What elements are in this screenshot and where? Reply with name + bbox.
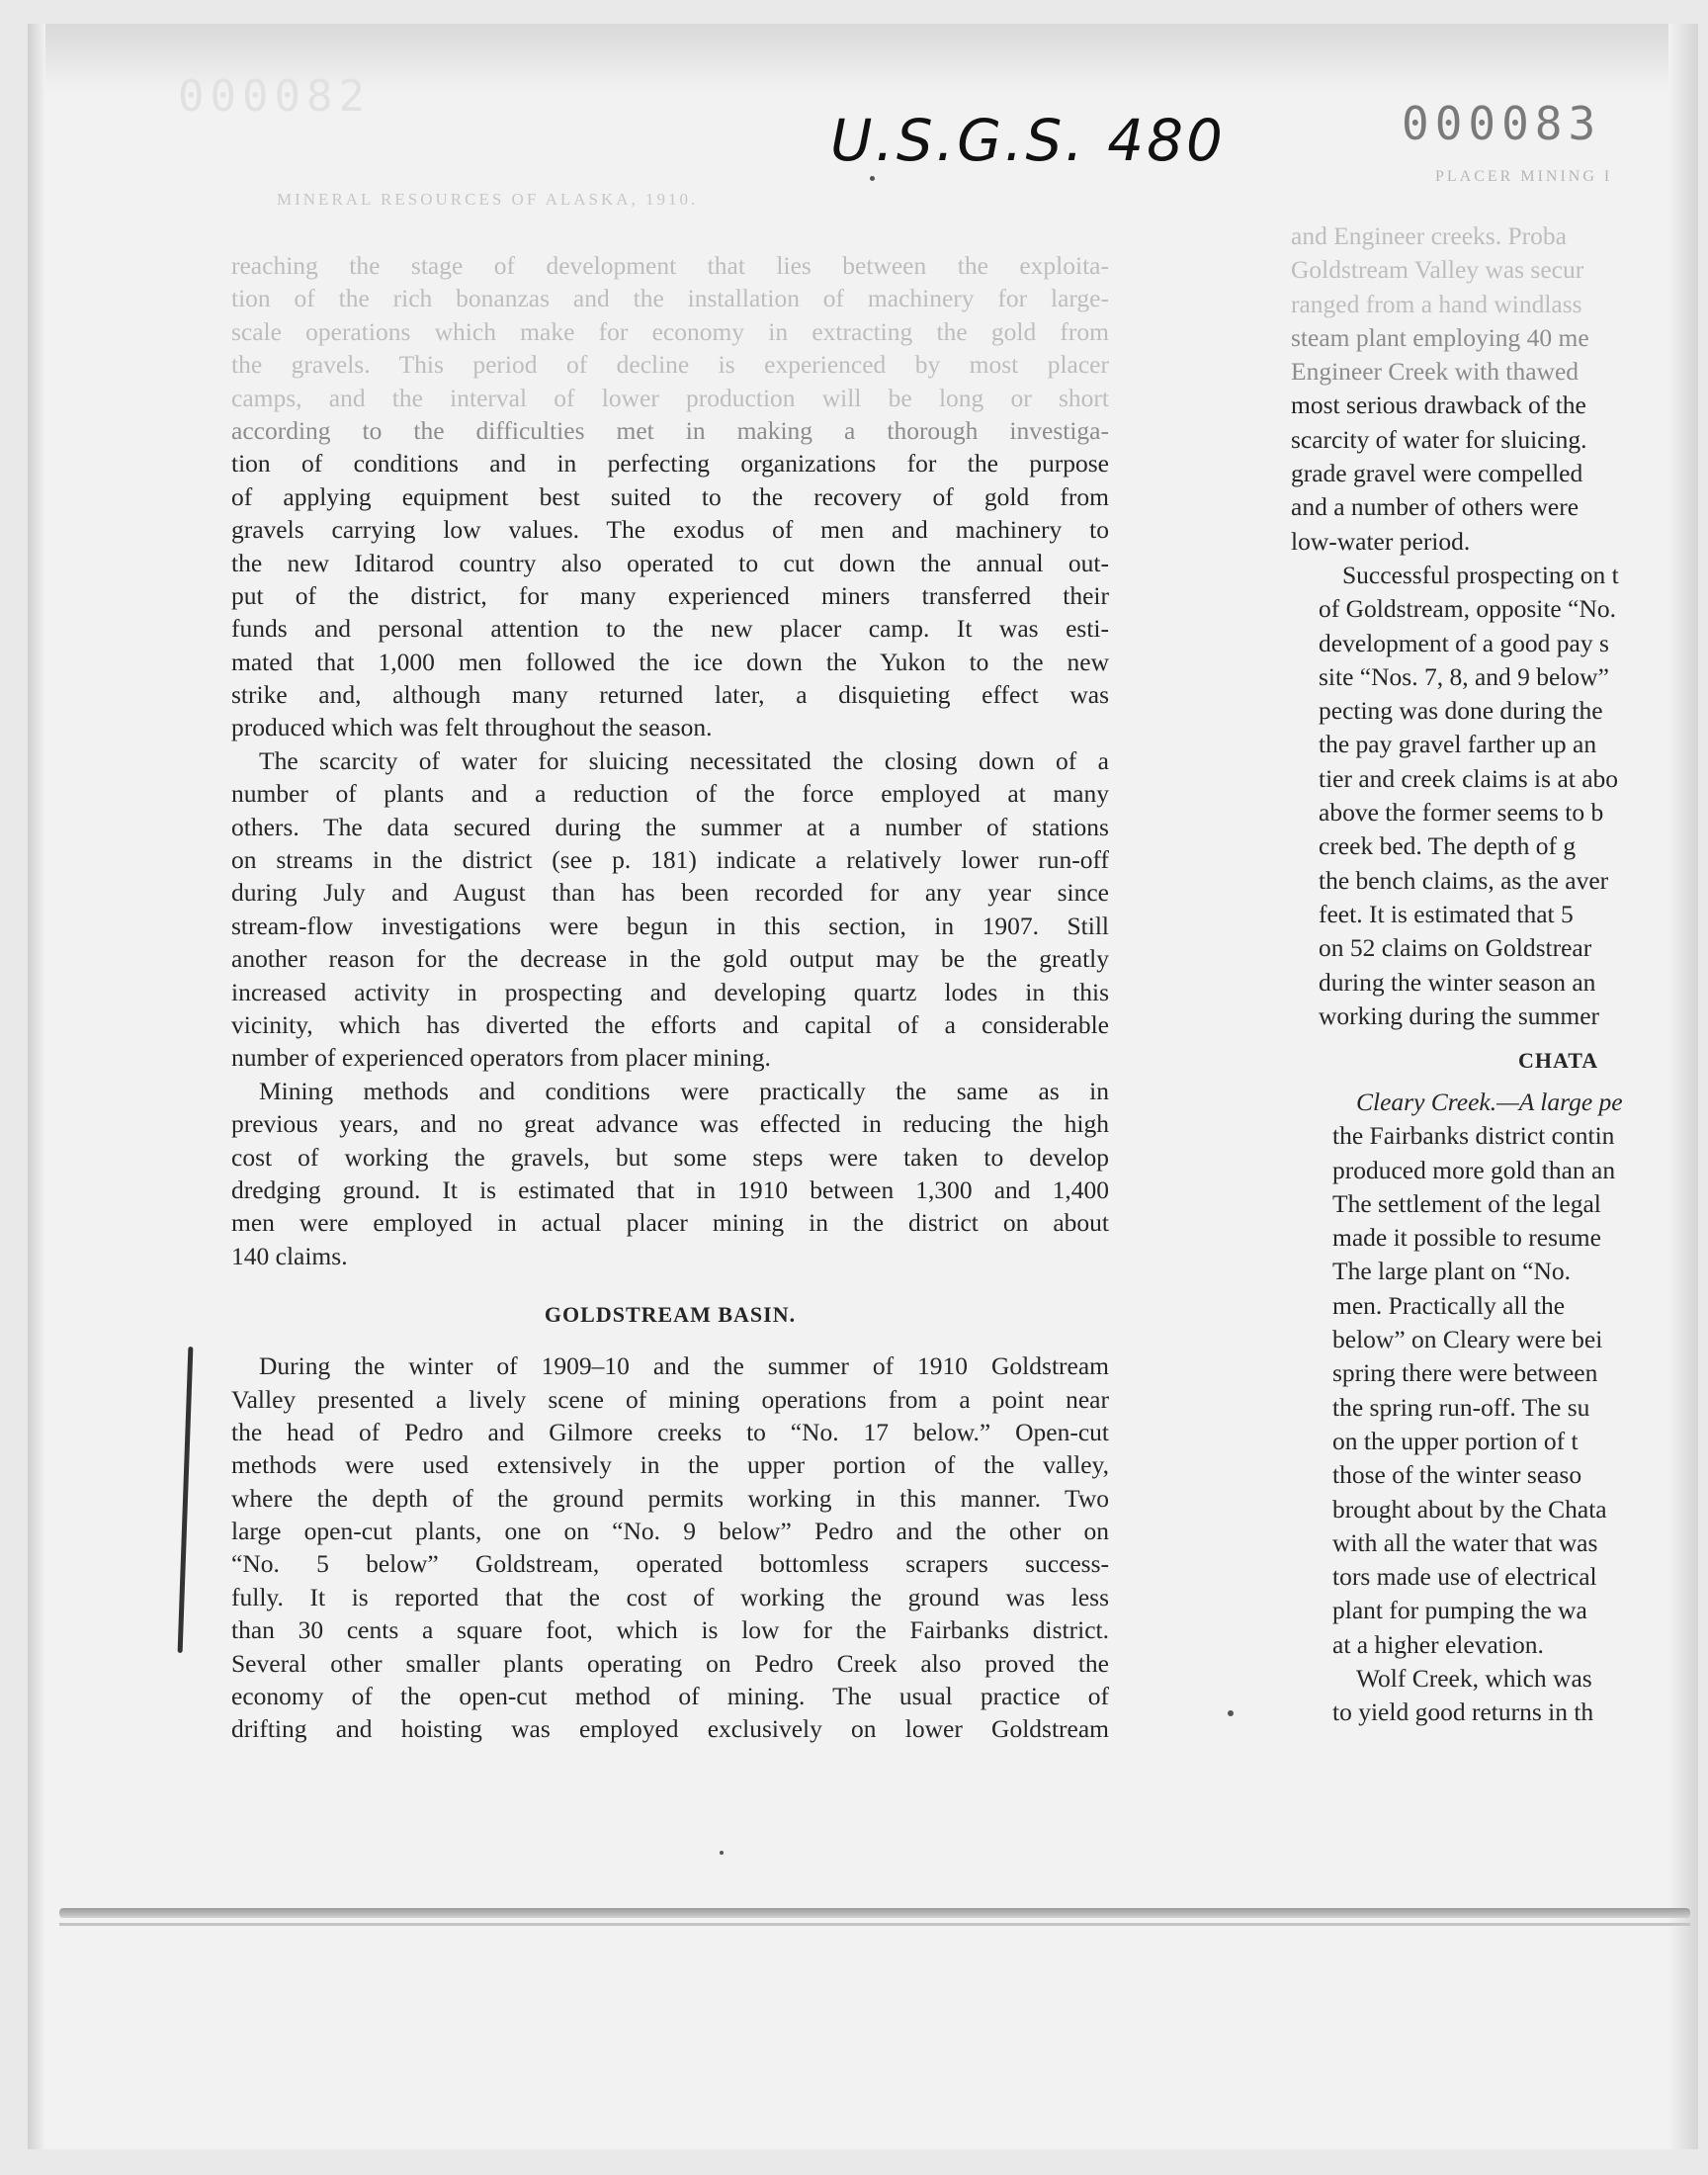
running-head-right: PLACER MINING I	[1435, 168, 1613, 185]
text-line: feet. It is estimated that 5	[1319, 899, 1574, 928]
text-line: tors made use of electrical	[1332, 1562, 1597, 1592]
text-line: during July and August than has been recorded for any year since	[231, 878, 1109, 908]
text-line: reaching the stage of development that lies between the exploita-	[231, 251, 1109, 280]
text-line: Cleary Creek.—A large pe	[1356, 1088, 1623, 1116]
text-line: steam plant employing 40 me	[1291, 322, 1589, 352]
text-line: plant for pumping the wa	[1332, 1596, 1587, 1625]
text-line: those of the winter seaso	[1332, 1460, 1582, 1490]
text-line: men were employed in actual placer mining in the district on about	[231, 1208, 1109, 1238]
text-line: the gravels. This period of decline is experienced by most placer	[231, 350, 1109, 380]
text-line: put of the district, for many experienced miners transferred their	[231, 580, 1109, 610]
right-block-3	[1332, 1086, 1708, 1662]
scan-fold-line-shadow	[59, 1923, 1690, 1926]
text-line: produced more gold than an	[1332, 1155, 1616, 1184]
scan-fold-line	[59, 1908, 1690, 1918]
right-column-lower	[1332, 1086, 1708, 1730]
text-line: working during the summer	[1319, 1000, 1599, 1030]
text-line: Several other smaller plants operating on Pedro Creek also proved the	[231, 1648, 1109, 1678]
section-heading-right: CHATA	[1518, 1048, 1599, 1074]
text-line: scarcity of water for sluicing.	[1291, 424, 1587, 454]
text-line: The scarcity of water for sluicing necessitated the closing down of a	[259, 745, 1109, 775]
text-line: on 52 claims on Goldstrear	[1319, 933, 1592, 963]
text-line: of applying equipment best suited to the recovery of gold from	[231, 481, 1109, 511]
text-line: scale operations which make for economy in extracting the gold from	[231, 316, 1109, 346]
dot-mark	[720, 1851, 724, 1855]
text-line: the pay gravel farther up an	[1319, 730, 1597, 759]
text-line: pecting was done during the	[1319, 696, 1603, 726]
section-heading: GOLDSTREAM BASIN.	[544, 1302, 797, 1328]
text-line: stream-flow investigations were begun in this section, in 1907. Still	[231, 911, 1109, 940]
text-line: fully. It is reported that the cost of working the ground was less	[231, 1582, 1109, 1611]
text-line: tion of the rich bonanzas and the installation of machinery for large-	[231, 284, 1109, 313]
text-line: with all the water that was	[1332, 1527, 1598, 1557]
scan-edge-left	[28, 24, 45, 2149]
text-line: where the depth of the ground permits working in this manner. Two	[231, 1483, 1109, 1513]
handwritten-label: U.S.G.S. 480	[830, 107, 1226, 174]
text-line: 140 claims.	[231, 1241, 348, 1270]
paragraph-4	[231, 1349, 1109, 1746]
text-line: Successful prospecting on t	[1342, 560, 1619, 589]
text-line: tier and creek claims is at abo	[1319, 763, 1619, 793]
text-line: than 30 cents a square foot, which is low for the Fairbanks district.	[231, 1615, 1109, 1645]
paragraph-1	[231, 249, 1109, 744]
text-line: the new Iditarod country also operated to cut down the annual out-	[231, 548, 1109, 577]
dot-mark	[870, 176, 875, 181]
text-line: gravels carrying low values. The exodus of men and machinery to	[231, 515, 1109, 545]
text-line: brought about by the Chata	[1332, 1494, 1607, 1523]
text-line: site “Nos. 7, 8, and 9 below”	[1319, 661, 1609, 691]
text-line: the bench claims, as the aver	[1319, 865, 1609, 895]
text-line: creek bed. The depth of g	[1319, 831, 1577, 861]
text-line: previous years, and no great advance was effected in reducing the high	[231, 1109, 1109, 1139]
right-block-4	[1332, 1662, 1708, 1730]
text-line: made it possible to resume	[1332, 1223, 1601, 1253]
text-line: according to the difficulties met in making a thorough investiga-	[231, 415, 1109, 445]
text-line: dredging ground. It is estimated that in 1910 between 1,300 and 1,400	[231, 1174, 1109, 1204]
text-line: spring there were between	[1332, 1358, 1598, 1388]
text-line: economy of the open-cut method of mining. The usual practice of	[231, 1682, 1109, 1711]
text-line: methods were used extensively in the upper portion of the valley,	[231, 1450, 1109, 1480]
text-line: the head of Pedro and Gilmore creeks to “No. 17 below.” Open-cut	[231, 1417, 1109, 1446]
text-line: the spring run-off. The su	[1332, 1392, 1590, 1422]
text-line: Valley presented a lively scene of mining operations from a point near	[231, 1384, 1109, 1414]
right-block-1	[1291, 219, 1706, 559]
stamp-number: 000083	[1402, 97, 1602, 150]
text-line: above the former seems to b	[1319, 798, 1604, 827]
text-line: cost of working the gravels, but some steps were taken to develop	[231, 1142, 1109, 1172]
text-line: on streams in the district (see p. 181) indicate a relatively lower run-off	[231, 845, 1109, 875]
text-line: during the winter season an	[1319, 967, 1596, 997]
text-line: number of plants and a reduction of the force employed at many	[231, 779, 1109, 809]
text-line: camps, and the interval of lower production will be long or short	[231, 383, 1109, 412]
text-line: mated that 1,000 men followed the ice down the Yukon to the new	[231, 647, 1109, 676]
text-line: the Fairbanks district contin	[1332, 1121, 1615, 1151]
left-column	[231, 249, 1109, 1746]
text-line: The settlement of the legal	[1332, 1188, 1601, 1218]
text-line: ranged from a hand windlass	[1291, 289, 1582, 318]
text-line: strike and, although many returned later, a disquieting effect was	[231, 680, 1109, 710]
text-line: Mining methods and conditions were practically the same as in	[259, 1076, 1109, 1105]
text-line: men. Practically all the	[1332, 1290, 1566, 1320]
text-line: and a number of others were	[1291, 492, 1580, 522]
text-line: produced which was felt throughout the season.	[231, 713, 713, 742]
text-line: During the winter of 1909–10 and the summer of 1910 Goldstream	[259, 1351, 1109, 1381]
text-line: drifting and hoisting was employed exclusively on lower Goldstream	[231, 1714, 1109, 1744]
right-block-2	[1319, 559, 1706, 1033]
text-line: Goldstream Valley was secur	[1291, 255, 1584, 285]
text-line: most serious drawback of the	[1291, 391, 1586, 420]
text-line: vicinity, which has diverted the efforts and capital of a considerable	[231, 1009, 1109, 1039]
text-line: increased activity in prospecting and developing quartz lodes in this	[231, 977, 1109, 1006]
paragraph-2	[231, 744, 1109, 1075]
text-line: another reason for the decrease in the gold output may be the greatly	[231, 944, 1109, 974]
text-line: development of a good pay s	[1319, 628, 1609, 657]
text-line: number of experienced operators from placer mining.	[231, 1043, 771, 1073]
text-line: and Engineer creeks. Proba	[1291, 221, 1567, 250]
text-line: on the upper portion of t	[1332, 1426, 1579, 1455]
text-line: grade gravel were compelled	[1291, 459, 1583, 488]
text-line: The large plant on “No.	[1332, 1257, 1571, 1286]
text-line: “No. 5 below” Goldstream, operated bottomless scrapers success-	[231, 1549, 1109, 1579]
text-line: to yield good returns in th	[1332, 1697, 1594, 1727]
text-line: of Goldstream, opposite “No.	[1319, 594, 1616, 624]
ghost-stamp-number: 000082	[178, 71, 371, 122]
text-line: below” on Cleary were bei	[1332, 1325, 1603, 1354]
text-line: others. The data secured during the summer at a number of stations	[231, 812, 1109, 841]
text-line: tion of conditions and in perfecting organizations for the purpose	[231, 449, 1109, 478]
text-line: funds and personal attention to the new placer camp. It was esti-	[231, 614, 1109, 644]
text-line: Wolf Creek, which was	[1356, 1664, 1592, 1694]
text-line: low-water period.	[1291, 526, 1471, 556]
text-line: Engineer Creek with thawed	[1291, 357, 1580, 387]
dot-mark	[1228, 1710, 1234, 1716]
running-head-left: MINERAL RESOURCES OF ALASKA, 1910.	[277, 190, 699, 209]
text-line: at a higher elevation.	[1332, 1629, 1544, 1659]
right-column	[1291, 219, 1706, 1081]
text-line: large open-cut plants, one on “No. 9 below” Pedro and the other on	[231, 1517, 1109, 1546]
paragraph-3	[231, 1075, 1109, 1272]
